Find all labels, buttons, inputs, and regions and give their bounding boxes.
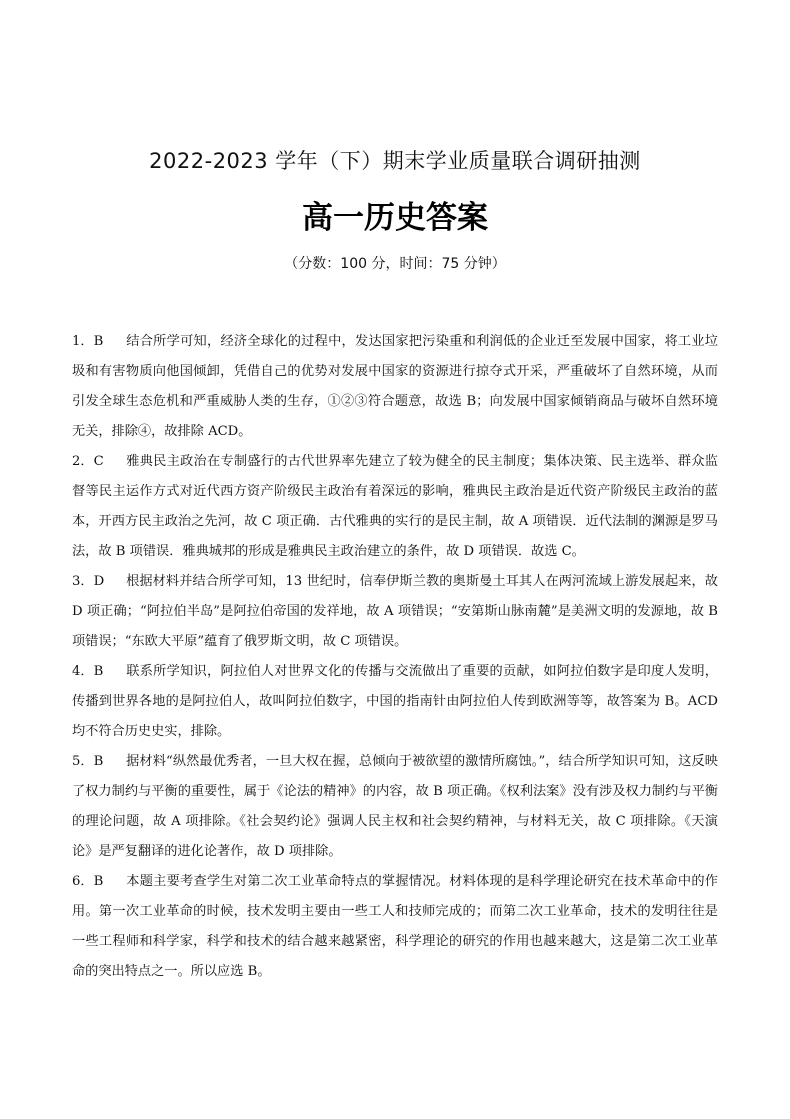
answer-number: 2．C bbox=[72, 454, 104, 469]
answer-explanation: 本题主要考查学生对第二次工业革命特点的掌握情况。材料体现的是科学理论研究在技术革命中的作用。第一次工业革命的时候，技术发明主要由一些工人和技师完成的；而第二次工业革命，技术的发明往往是一些工程师和科学家，科学和技术的结合越来越紧密，科学理论的研究的作用也越来越大，这是第二次工业革命的突出特点之一。所以应选 B。 bbox=[72, 874, 718, 979]
subject-title: 高一历史答案 bbox=[302, 200, 488, 236]
answer-explanation: 联系所学知识，阿拉伯人对世界文化的传播与交流做出了重要的贡献，如阿拉伯数字是印度人发明，传播到世界各地的是阿拉伯人，故叫阿拉伯数字，中国的指南针由阿拉伯人传到欧洲等等，故答案为 B。ACD 均不符合历史史实，排除。 bbox=[72, 664, 718, 739]
answer-number: 5．B bbox=[72, 754, 104, 769]
answer-item-5 bbox=[72, 747, 718, 867]
answer-explanation: 根据材料并结合所学可知，13 世纪时，信奉伊斯兰教的奥斯曼土耳其人在两河流域上游发展起来，故 D 项正确；“阿拉伯半岛”是阿拉伯帝国的发祥地，故 A 项错误；“安第斯山脉南麓”是美洲文明的发源地，故 B 项错误；“东欧大平原”蕴育了俄罗斯文明，故 C 项错误。 bbox=[72, 574, 718, 649]
answer-number: 4．B bbox=[72, 664, 104, 679]
answer-list bbox=[72, 327, 718, 987]
answer-number: 1．B bbox=[72, 334, 104, 349]
exam-title: 2022-2023 学年（下）期末学业质量联合调研抽测 bbox=[149, 149, 641, 173]
answer-explanation: 结合所学可知，经济全球化的过程中，发达国家把污染重和利润低的企业迁至发展中国家，将工业垃圾和有害物质向他国倾卸，凭借自己的优势对发展中国家的资源进行掠夺式开采，严重破坏了自然环境，从而引发全球生态危机和严重威胁人类的生存，①②③符合题意，故选 B；向发展中国家倾销商品与破坏自然环境无关，排除④，故排除 ACD。 bbox=[72, 334, 718, 439]
answer-explanation: 据材料“纵然最优秀者，一旦大权在握，总倾向于被欲望的激情所腐蚀。”，结合所学知识可知，这反映了权力制约与平衡的重要性，属于《论法的精神》的内容，故 B 项正确。《权利法案》没有涉及权力制约与平衡的理论问题，故 A 项排除。《社会契约论》强调人民主权和社会契约精神，与材料无关，故 C 项排除。《天演论》是严复翻译的进化论著作，故 D 项排除。 bbox=[72, 754, 718, 859]
answer-item-2 bbox=[72, 447, 718, 567]
answer-item-4 bbox=[72, 657, 718, 747]
score-time-info: （分数：100 分，时间：75 分钟） bbox=[284, 256, 506, 272]
answer-number: 6．B bbox=[72, 874, 104, 889]
answer-number: 3．D bbox=[72, 574, 105, 589]
answer-item-1 bbox=[72, 327, 718, 447]
answer-item-3 bbox=[72, 567, 718, 657]
answer-explanation: 雅典民主政治在专制盛行的古代世界率先建立了较为健全的民主制度；集体决策、民主选举、群众监督等民主运作方式对近代西方资产阶级民主政治有着深远的影响，雅典民主政治是近代资产阶级民主政治的蓝本，开西方民主政治之先河，故 C 项正确．古代雅典的实行的是民主制，故 A 项错误．近代法制的渊源是罗马法，故 B 项错误．雅典城邦的形成是雅典民主政治建立的条件，故 D 项错误．故选 C。 bbox=[72, 454, 718, 559]
answer-item-6 bbox=[72, 867, 718, 987]
